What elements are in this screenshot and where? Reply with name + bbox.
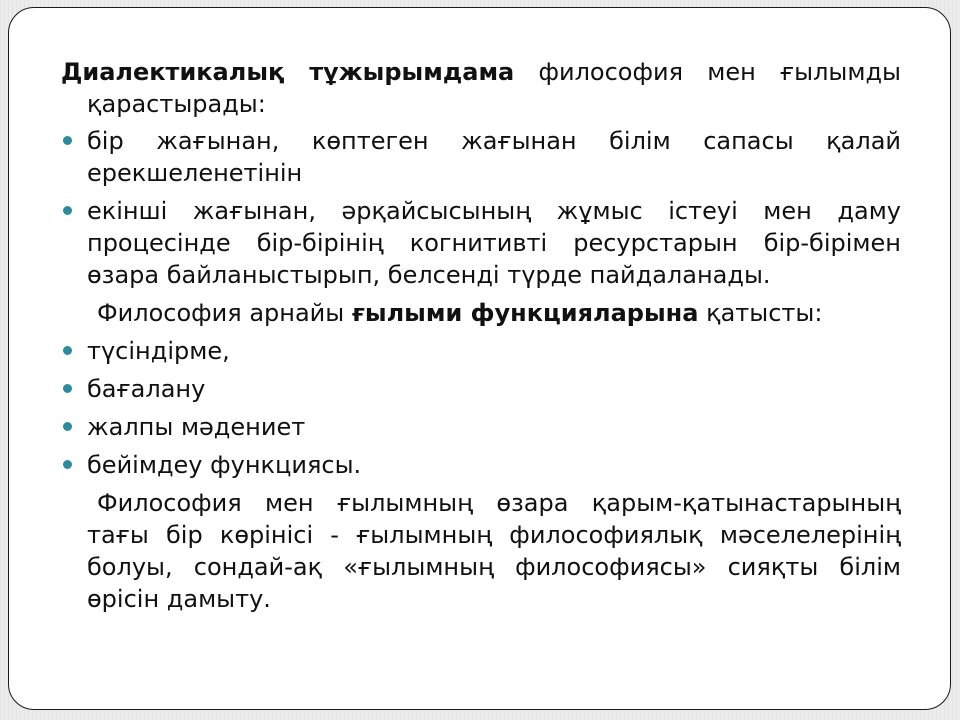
bullet-text: бір жағынан, көптеген жағынан білім сапасы қалай ерекшеленетінін <box>87 127 901 187</box>
slide-card <box>8 7 951 710</box>
bullet-dot-icon <box>63 346 72 355</box>
bullet-text: түсіндірме, <box>87 337 230 365</box>
bullet-text: екінші жағынан, әрқайсысының жұмыс істеуі мен даму процесінде бір-бірінің когнитивті ресурстарын бір-бірімен өзара байланыстырып, белсенді түрде пайдаланады. <box>87 197 901 289</box>
functions-text-after: қатысты: <box>698 299 823 327</box>
bullet-dot-icon <box>63 384 72 393</box>
bullet-item-1 <box>61 125 901 189</box>
closing-paragraph: Философия мен ғылымның өзара қарым-қатынастарының тағы бір көрінісі - ғылымның философиялық мәселелерінің болуы, сондай-ақ «ғылымның философиясы» сияқты білім өрісін дамыту. <box>87 489 901 613</box>
slide-content <box>61 56 901 621</box>
bullet-item-4 <box>61 373 901 405</box>
intro-text: философия мен ғылымды қарастырады: <box>87 58 902 118</box>
functions-bold-term: ғылыми функцияларына <box>351 299 699 327</box>
bullet-dot-icon <box>63 460 72 469</box>
intro-bold-term: Диалектикалық тұжырымдама <box>61 58 515 86</box>
bullet-item-6 <box>61 449 901 481</box>
bullet-text: бейімдеу функциясы. <box>87 451 362 479</box>
bullet-item-2 <box>61 195 901 291</box>
functions-paragraph <box>61 297 901 329</box>
intro-paragraph <box>61 56 901 120</box>
bullet-dot-icon <box>63 422 72 431</box>
bullet-text: бағалану <box>87 375 206 403</box>
bullet-item-5 <box>61 411 901 443</box>
bullet-dot-icon <box>63 206 72 215</box>
functions-text-before: Философия арнайы <box>97 299 352 327</box>
bullet-dot-icon <box>63 136 72 145</box>
bullet-text: жалпы мәдениет <box>87 413 306 441</box>
bullet-item-3 <box>61 335 901 367</box>
